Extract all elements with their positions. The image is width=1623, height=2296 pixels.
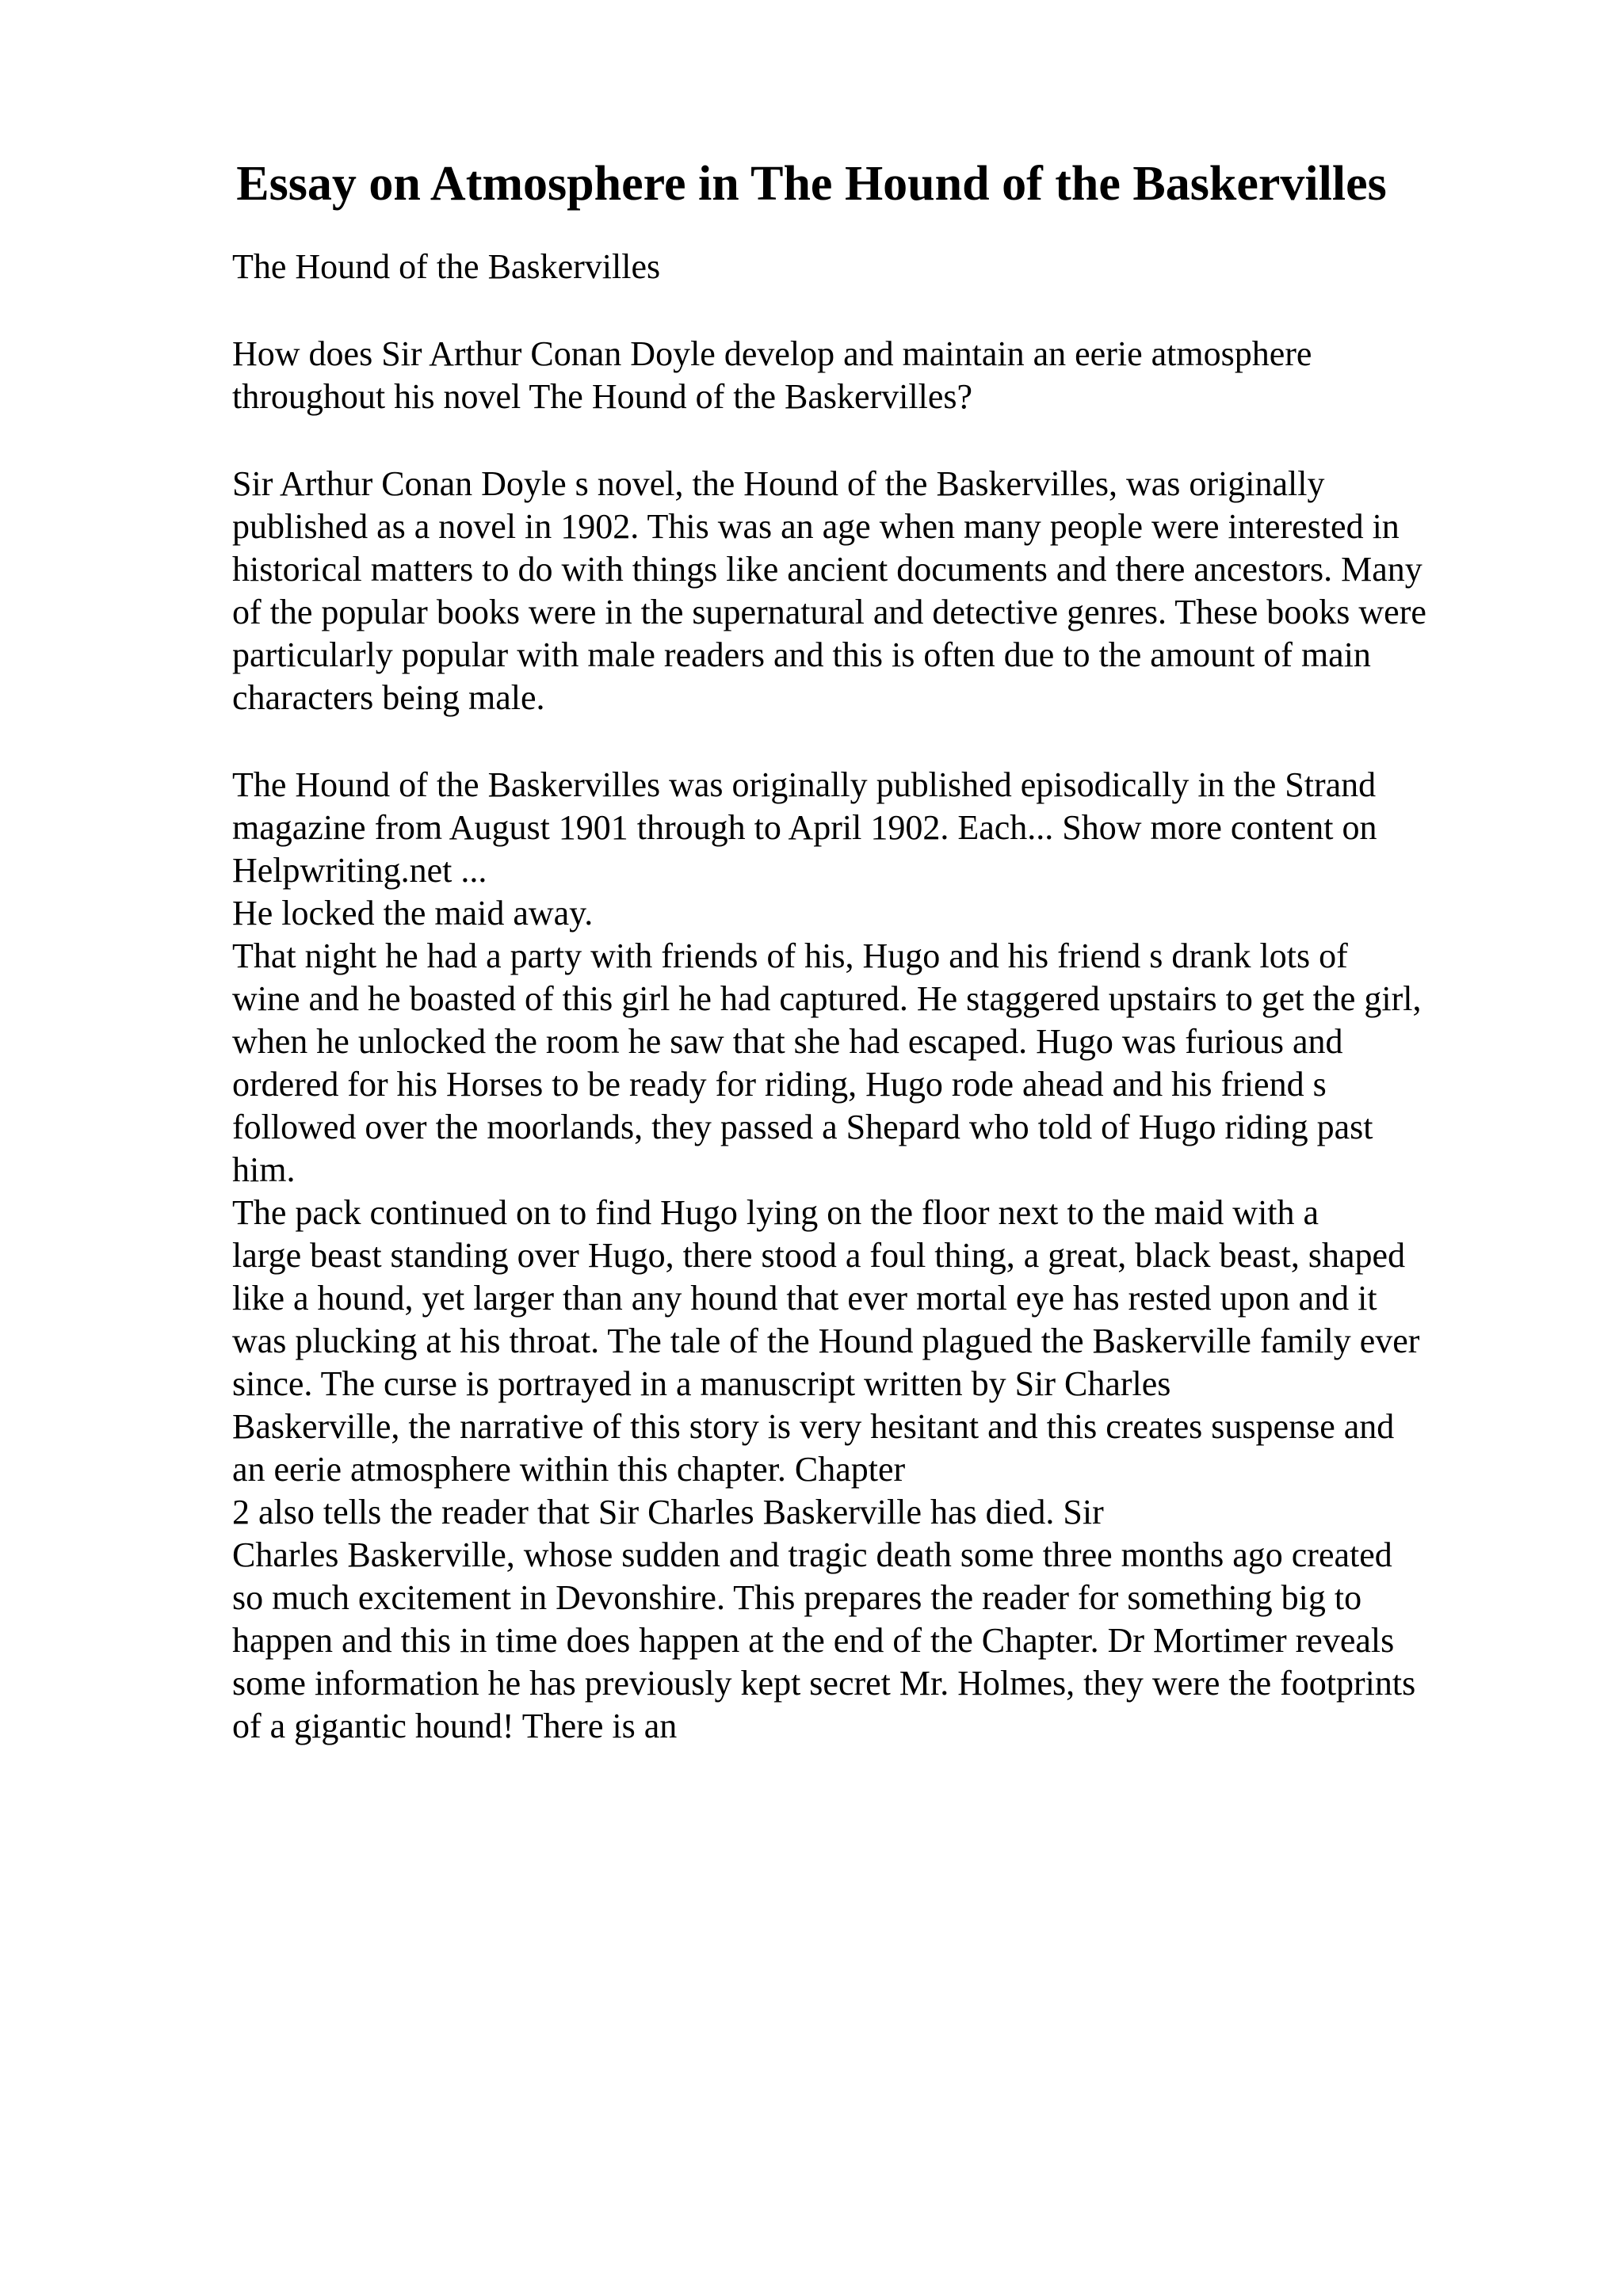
- paragraph-line: since. The curse is portrayed in a manuscript written by Sir Charles: [232, 1364, 1171, 1403]
- document-subtitle: The Hound of the Baskervilles: [232, 247, 661, 286]
- paragraph-spacer: [232, 288, 1579, 333]
- paragraph-line: The pack continued on to find Hugo lying on the floor next to the maid with a: [232, 1193, 1319, 1232]
- essay-question: [232, 333, 1579, 418]
- paragraph-line: was plucking at his throat. The tale of the Hound plagued the Baskerville family ever: [232, 1322, 1420, 1360]
- paragraph-spacer: [232, 418, 1579, 463]
- paragraph-line: so much excitement in Devonshire. This prepares the reader for something big to: [232, 1578, 1362, 1617]
- paragraph-spacer: [232, 719, 1579, 764]
- paragraph-line: historical matters to do with things like ancient documents and there ancestors. Many: [232, 550, 1423, 589]
- paragraph-line: when he unlocked the room he saw that she had escaped. Hugo was furious and: [232, 1022, 1343, 1061]
- paragraph-line: That night he had a party with friends of his, Hugo and his friend s drank lots of: [232, 936, 1348, 975]
- paragraph-line: Helpwriting.net ...: [232, 851, 487, 890]
- question-line: throughout his novel The Hound of the Baskervilles?: [232, 377, 973, 416]
- paragraph-line: 2 also tells the reader that Sir Charles Baskerville has died. Sir: [232, 1493, 1104, 1531]
- paragraph-line: of the popular books were in the supernatural and detective genres. These books were: [232, 593, 1426, 631]
- document-body: [232, 246, 1579, 1748]
- paragraph-line: Charles Baskerville, whose sudden and tragic death some three months ago created: [232, 1535, 1392, 1574]
- question-line: How does Sir Arthur Conan Doyle develop and maintain an eerie atmosphere: [232, 334, 1312, 373]
- paragraph-line: characters being male.: [232, 678, 545, 717]
- paragraph-line: happen and this in time does happen at the end of the Chapter. Dr Mortimer reveals: [232, 1621, 1395, 1660]
- paragraph-line: like a hound, yet larger than any hound that ever mortal eye has rested upon and it: [232, 1279, 1377, 1318]
- paragraph-line: Sir Arthur Conan Doyle s novel, the Hound of the Baskervilles, was originally: [232, 464, 1325, 503]
- paragraph-line: him.: [232, 1150, 296, 1189]
- paragraph-line: published as a novel in 1902. This was an age when many people were interested in: [232, 507, 1400, 546]
- paragraph-line: magazine from August 1901 through to April 1902. Each... Show more content on: [232, 808, 1377, 847]
- paragraph-line: some information he has previously kept secret Mr. Holmes, they were the footprints: [232, 1664, 1416, 1703]
- paragraph-line: large beast standing over Hugo, there stood a foul thing, a great, black beast, shaped: [232, 1236, 1406, 1275]
- paragraph-line: ordered for his Horses to be ready for riding, Hugo rode ahead and his friend s: [232, 1065, 1327, 1104]
- paragraph-line: He locked the maid away.: [232, 894, 594, 933]
- paragraph-line: Baskerville, the narrative of this story is very hesitant and this creates suspense and: [232, 1407, 1395, 1446]
- paragraph-line: The Hound of the Baskervilles was originally published episodically in the Strand: [232, 765, 1377, 804]
- paragraph-intro: [232, 463, 1579, 719]
- document-title: Essay on Atmosphere in The Hound of the Baskervilles: [236, 157, 1387, 211]
- paragraph-line: of a gigantic hound! There is an: [232, 1707, 678, 1745]
- paragraph-line: followed over the moorlands, they passed a Shepard who told of Hugo riding past: [232, 1108, 1373, 1146]
- paragraph-line: wine and he boasted of this girl he had captured. He staggered upstairs to get the girl,: [232, 979, 1422, 1018]
- paragraph-line: particularly popular with male readers and this is often due to the amount of main: [232, 635, 1371, 674]
- paragraph-main: [232, 764, 1579, 1748]
- paragraph-line: an eerie atmosphere within this chapter. Chapter: [232, 1450, 906, 1489]
